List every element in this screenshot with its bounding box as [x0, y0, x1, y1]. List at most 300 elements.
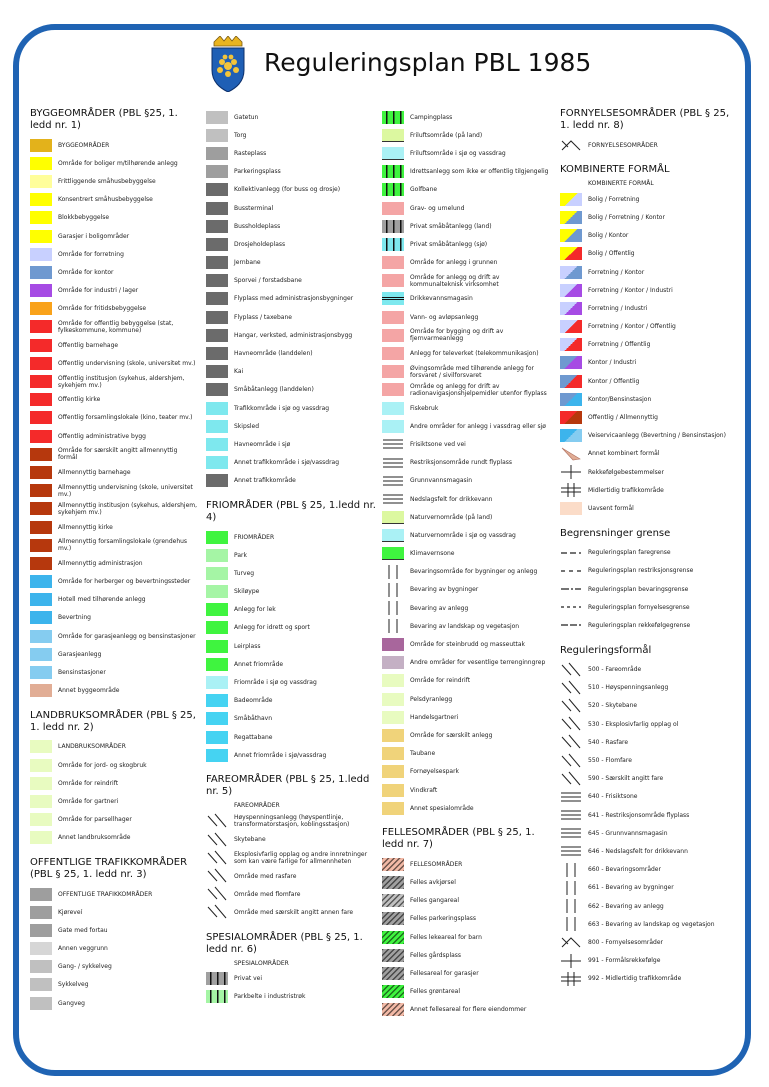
color-swatch: [382, 165, 404, 178]
legend-item-660-bevaringsomrader: [560, 861, 740, 879]
legend-item-omrade-for-industri-lager: [30, 282, 198, 300]
legend-item-annen-veggrunn: [30, 940, 198, 958]
legend-section: [30, 710, 198, 847]
legend-item-allmennyttig-administrasjon: [30, 554, 198, 572]
legend-label: 500 - Fareområde: [588, 666, 642, 674]
color-swatch: [30, 393, 52, 406]
color-swatch: [382, 967, 404, 980]
caret-symbol-icon: [560, 934, 582, 950]
diag-symbol-icon: [560, 698, 582, 714]
legend-item-662-bevaring-av-anlegg: [560, 897, 740, 915]
color-swatch: [30, 960, 52, 973]
legend-label: 641 - Restriksjonsområde flyplass: [588, 811, 690, 819]
diag-symbol-icon: [206, 904, 228, 920]
legend-label: Park: [234, 551, 247, 559]
legend-label: Offentlig / Allmennyttig: [588, 414, 658, 422]
legend-item-bussholdeplass: [206, 217, 376, 235]
legend-label: Skytebane: [234, 836, 266, 844]
hlines-symbol-icon: [560, 789, 582, 805]
legend-item-landbruksomrader: [30, 738, 198, 756]
color-swatch: [382, 329, 404, 342]
color-swatch: [206, 329, 228, 342]
color-swatch: [560, 302, 582, 315]
legend-item-leirplass: [206, 637, 376, 655]
legend-label: Felles avkjørsel: [410, 879, 456, 887]
vlines-symbol-icon: [560, 880, 582, 896]
color-swatch: [382, 802, 404, 815]
section-heading: Begrensninger grense: [560, 527, 671, 539]
legend-item-gate-med-fortau: [30, 921, 198, 939]
legend-item-jernbane: [206, 254, 376, 272]
section-heading: FELLESOMRÅDER (PBL § 25, 1. ledd nr. 7): [382, 827, 535, 851]
legend-item-645-grunnvannsmagasin: [560, 824, 740, 842]
legend-label: Kontor / Industri: [588, 359, 637, 367]
legend-label: Allmennyttig undervisning (skole, universitet mv.): [58, 483, 193, 498]
legend-label: Felles grøntareal: [410, 988, 461, 996]
legend-label: Privat vei: [234, 975, 263, 983]
section-heading: OFFENTLIGE TRAFIKKOMRÅDER (PBL § 25, 1. ledd nr. 3): [30, 856, 188, 880]
vlines-symbol-icon: [560, 916, 582, 932]
legend-item-kontor-bensinstasjon: [560, 390, 740, 408]
legend-item-omrade-for-s-rskilt-anlegg: [382, 726, 554, 744]
legend-item-offentlig-barnehage: [30, 336, 198, 354]
legend-label: Småbåtanlegg (landdelen): [234, 386, 314, 394]
legend-label: Område for kontor: [58, 268, 114, 276]
legend-item-drosjeholdeplass: [206, 235, 376, 253]
legend-label: Turveg: [234, 569, 255, 577]
color-swatch: [30, 320, 52, 333]
legend-label: Annet friområde: [234, 660, 284, 668]
legend-item-661-bevaring-av-bygninger: [560, 879, 740, 897]
color-swatch: [382, 292, 404, 305]
legend-label: Allmennyttig kirke: [58, 523, 113, 531]
legend-item-bevaring-av-landskap-og-vegetasjon: [382, 617, 554, 635]
diag-symbol-icon: [560, 753, 582, 769]
legend-item-bevaring-av-bygninger: [382, 581, 554, 599]
legend-label: Område for gartneri: [58, 797, 119, 805]
legend-item-kontor-industri: [560, 354, 740, 372]
legend-item-parkeringsplass: [206, 163, 376, 181]
color-swatch: [206, 383, 228, 396]
legend-label: 646 - Nedslagsfelt for drikkevann: [588, 847, 688, 855]
legend-item-felles-avkj-rsel: [382, 874, 554, 892]
color-swatch: [30, 924, 52, 937]
legend-item-rekkef-lgebestemmelser: [560, 463, 740, 481]
section-gap: [30, 847, 198, 857]
legend-item-gatetun: [206, 108, 376, 126]
legend-label: Taubane: [410, 750, 436, 758]
legend-label: Område for reindrift: [58, 779, 119, 787]
diag-symbol-icon: [206, 868, 228, 884]
legend-label: Anlegg for lek: [234, 606, 276, 614]
legend-label: Bolig / Kontor: [588, 232, 629, 240]
legend-item-reguleringsplan-faregrense: [560, 544, 740, 562]
legend-item-bevertning: [30, 609, 198, 627]
color-swatch: [30, 593, 52, 606]
color-swatch: [30, 557, 52, 570]
legend-label: 550 - Flomfare: [588, 757, 632, 765]
vlines-symbol-icon: [382, 618, 404, 634]
legend-label: Frittliggende småhusbebyggelse: [58, 177, 156, 185]
legend-label: Kollektivanlegg (for buss og drosje): [234, 186, 341, 194]
legend-label: Offentlig administrative bygg: [58, 432, 146, 440]
legend-label: Blokkbebyggelse: [58, 214, 110, 222]
legend-label: Annen veggrunn: [58, 945, 108, 953]
section-heading: LANDBRUKSOMRÅDER (PBL § 25, 1. ledd nr. 2): [30, 709, 196, 733]
legend-label: Leirplass: [234, 642, 261, 650]
legend-label: Gate med fortau: [58, 926, 108, 934]
legend-item-forretning-kontor-industri: [560, 281, 740, 299]
legend-item-annet-friomrade-i-sj-vassdrag: [206, 746, 376, 764]
legend-label: Område for anlegg og drift av kommunalteknisk virksomhet: [410, 273, 500, 288]
legend-label: Gatetun: [234, 113, 259, 121]
header: [208, 34, 248, 94]
legend-item-pelsdyranlegg: [382, 690, 554, 708]
legend-item-510-h-yspenningsanlegg: [560, 679, 740, 697]
legend-label: Område med særskilt angitt annen fare: [234, 908, 354, 916]
legend-label: 520 - Skytebane: [588, 702, 638, 710]
legend-label: FRIOMRÅDER: [234, 533, 275, 541]
legend-item-badeomrade: [206, 692, 376, 710]
legend-item-byggeomrader: [30, 136, 198, 154]
color-swatch: [560, 320, 582, 333]
legend-label: Trafikkområde i sjø og vassdrag: [234, 404, 330, 412]
legend-item-fellesareal-for-garasjer: [382, 964, 554, 982]
color-swatch: [560, 338, 582, 351]
legend-item-annet-spesialomrade: [382, 799, 554, 817]
legend-label: Område for offentlig bebyggelse (stat, fylkeskommune, kommune): [58, 319, 174, 334]
color-swatch: [206, 658, 228, 671]
legend-item-gangveg: [30, 994, 198, 1012]
legend-label: Klimavernsone: [410, 550, 455, 558]
color-swatch: [382, 656, 404, 669]
color-swatch: [382, 1003, 404, 1016]
wedge-symbol-icon: [560, 446, 582, 462]
dash1-symbol-icon: [560, 545, 582, 561]
legend-item-omrade-og-anlegg-for-drift-av-radionavig: [382, 381, 554, 399]
legend-label: Annet friområde i sjø/vassdrag: [234, 751, 327, 759]
color-swatch: [206, 990, 228, 1003]
legend-label: Garasjeanlegg: [58, 650, 102, 658]
legend-item-garasjeanlegg: [30, 645, 198, 663]
legend-label: 510 - Høyspenningsanlegg: [588, 684, 669, 692]
legend-item-omrade-for-anlegg-og-drift-av-kommunalte: [382, 272, 554, 290]
legend-label: Offentlig undervisning (skole, universitet mv.): [58, 359, 196, 367]
color-swatch: [382, 638, 404, 651]
color-swatch: [30, 193, 52, 206]
color-swatch: [30, 539, 52, 552]
color-swatch: [206, 111, 228, 124]
color-swatch: [382, 949, 404, 962]
legend-label: Grav- og urnelund: [410, 204, 465, 212]
color-swatch: [30, 466, 52, 479]
color-swatch: [206, 731, 228, 744]
legend-item-frisiktsone-ved-vei: [382, 435, 554, 453]
coat-of-arms-icon: [208, 36, 248, 92]
legend-label: Annet landbruksområde: [58, 834, 131, 842]
color-swatch: [30, 521, 52, 534]
color-swatch: [30, 630, 52, 643]
legend-item-bolig-forretning-kontor: [560, 208, 740, 226]
color-swatch: [382, 147, 404, 160]
color-swatch: [382, 912, 404, 925]
legend-item-omrade-for-reindrift: [382, 672, 554, 690]
legend-item-privat-vei: [206, 970, 376, 988]
legend-section: [206, 108, 376, 490]
legend-item-h-yspenningsanlegg-h-yspentlinje-transfo: [206, 812, 376, 830]
section-gap: [382, 817, 554, 827]
cross-symbol-icon: [560, 953, 582, 969]
legend-item-andre-omrader-for-anlegg-i-vassdrag-elle: [382, 417, 554, 435]
legend-item-annet-trafikkomrade: [206, 472, 376, 490]
color-swatch: [30, 575, 52, 588]
legend-section: [30, 857, 198, 1012]
legend-label: Offentlig forsamlingslokale (kino, teater mv.): [58, 414, 193, 422]
legend-item-590-s-rskilt-angitt-fare: [560, 770, 740, 788]
color-swatch: [30, 759, 52, 772]
legend-label: Bolig / Forretning / Kontor: [588, 213, 665, 221]
legend-label: Rasteplass: [234, 149, 267, 157]
legend-label: Sykkelveg: [58, 981, 89, 989]
legend-section: [206, 500, 376, 764]
legend-label: Annet kombinert formål: [588, 450, 660, 458]
color-swatch: [30, 795, 52, 808]
legend-item-omrade-for-forretning: [30, 245, 198, 263]
legend-label: Allmennyttig administrasjon: [58, 559, 143, 567]
color-swatch: [382, 784, 404, 797]
legend-label: Bevaring av landskap og vegetasjon: [410, 622, 520, 630]
legend-label: Skipsled: [234, 422, 260, 430]
dash4-symbol-icon: [560, 599, 582, 615]
dash3-symbol-icon: [560, 581, 582, 597]
legend-label: Andre områder for vesentlige terrenginngrep: [410, 659, 546, 667]
color-swatch: [30, 266, 52, 279]
legend-label: Område for jord- og skogbruk: [58, 761, 147, 769]
legend-item-omrade-med-flomfare: [206, 885, 376, 903]
legend-item-skipsled: [206, 417, 376, 435]
legend-item-bussterminal: [206, 199, 376, 217]
legend-label: Reguleringsplan rekkefølgegrense: [588, 621, 691, 629]
legend-label: Fellesareal for garasjer: [410, 970, 479, 978]
legend-section: [382, 827, 554, 1019]
vlines-symbol-icon: [560, 862, 582, 878]
legend-label: Felles gårdsplass: [410, 951, 462, 959]
section-gap: [206, 490, 376, 500]
legend-item-fellesomrader: [382, 855, 554, 873]
legend-item-allmennyttig-forsamlingslokale-grendehus: [30, 536, 198, 554]
legend-item-800-fornyelsesomrader: [560, 933, 740, 951]
section-gap: [30, 700, 198, 710]
legend-item-uavsent-formal: [560, 499, 740, 517]
legend-item-taubane: [382, 745, 554, 763]
legend-label: Fornøyelsespark: [410, 768, 460, 776]
hlines-symbol-icon: [382, 455, 404, 471]
section-gap: [206, 922, 376, 932]
legend-item-annet-kombinert-formal: [560, 445, 740, 463]
legend-item-sykkelveg: [30, 976, 198, 994]
legend-item-vindkraft: [382, 781, 554, 799]
section-gap: [560, 518, 740, 528]
legend-label: Kontor/Bensinstasjon: [588, 395, 652, 403]
color-swatch: [206, 365, 228, 378]
color-swatch: [206, 621, 228, 634]
legend-label: OFFENTLIGE TRAFIKKOMRÅDER: [58, 890, 153, 898]
legend-label: Område for garasjeanlegg og bensinstasjoner: [58, 632, 196, 640]
legend-label: Naturvernområde (på land): [410, 513, 493, 521]
legend-item-991-formalsrekkef-lge: [560, 952, 740, 970]
color-swatch: [206, 749, 228, 762]
color-swatch: [30, 284, 52, 297]
diag-symbol-icon: [206, 813, 228, 829]
color-swatch: [382, 765, 404, 778]
color-swatch: [560, 211, 582, 224]
legend-item-520-skytebane: [560, 697, 740, 715]
legend-label: Reguleringsplan faregrense: [588, 549, 671, 557]
legend-item-parkbelte-i-industristr-k: [206, 988, 376, 1006]
legend-label: Område for anlegg i grunnen: [410, 259, 498, 267]
legend-item-vingsomrade-med-tilh-rende-anlegg-for-fo: [382, 363, 554, 381]
color-swatch: [30, 357, 52, 370]
legend-label: Område for særskilt angitt allmennyttig formål: [58, 447, 178, 462]
color-swatch: [382, 876, 404, 889]
legend-label: Bolig / Offentlig: [588, 250, 635, 258]
section-gap: [560, 154, 740, 164]
color-swatch: [382, 183, 404, 196]
legend-label: Område for forretning: [58, 250, 124, 258]
diag-symbol-icon: [560, 680, 582, 696]
color-swatch: [560, 429, 582, 442]
color-swatch: [206, 129, 228, 142]
legend-item-omrade-for-parsellhager: [30, 811, 198, 829]
legend-item-idrettsanlegg-som-ikke-er-offentlig-tilg: [382, 163, 554, 181]
color-swatch: [560, 284, 582, 297]
legend-label: Midlertidig trafikkområde: [588, 486, 664, 494]
legend-label: Offentlig institusjon (sykehus, aldershjem, sykehjem mv.): [58, 374, 185, 389]
legend-label: Forretning / Kontor / Offentlig: [588, 323, 676, 331]
legend-label: Torg: [234, 131, 247, 139]
legend-label: Naturvernområde i sjø og vassdrag: [410, 531, 516, 539]
diag-symbol-icon: [206, 832, 228, 848]
legend-item-forn-yelsespark: [382, 763, 554, 781]
legend-item-friomrader: [206, 528, 376, 546]
legend-item-kontor-offentlig: [560, 372, 740, 390]
legend-label: Område for særskilt anlegg: [410, 731, 493, 739]
color-swatch: [382, 402, 404, 415]
color-swatch: [382, 274, 404, 287]
legend-label: Anlegg for televerket (telekommunikasjon): [410, 350, 539, 358]
color-swatch: [30, 942, 52, 955]
color-swatch: [206, 640, 228, 653]
legend-label: Idrettsanlegg som ikke er offentlig tilgjengelig: [410, 168, 549, 176]
legend-label: Drikkevannsmagasin: [410, 295, 473, 303]
legend-label: Golfbane: [410, 186, 438, 194]
legend-item-annet-landbruksomrade: [30, 829, 198, 847]
legend-item-omrade-for-offentlig-bebyggelse-stat-fyl: [30, 318, 198, 336]
vlines-symbol-icon: [382, 564, 404, 580]
dash2-symbol-icon: [560, 563, 582, 579]
legend-item-992-midlertidig-trafikkomrade: [560, 970, 740, 988]
legend-label: Anlegg for idrett og sport: [234, 624, 310, 632]
diag-symbol-icon: [560, 716, 582, 732]
legend-column-3: [382, 108, 554, 1019]
legend-item-omrade-for-steinbrudd-og-masseuttak: [382, 635, 554, 653]
legend-item-felles-gangareal: [382, 892, 554, 910]
color-swatch: [206, 531, 228, 544]
legend-label: Friluftsområde (på land): [410, 131, 483, 139]
legend-section: [560, 528, 740, 635]
color-swatch: [206, 456, 228, 469]
legend-label: Privat småbåtanlegg (sjø): [410, 240, 488, 248]
legend-item-klimavernsone: [382, 545, 554, 563]
legend-label: Restriksjonsområde rundt flyplass: [410, 459, 513, 467]
legend-label: Område for industri / lager: [58, 287, 139, 295]
legend-label: 662 - Bevaring av anlegg: [588, 902, 664, 910]
cross-symbol-icon: [560, 464, 582, 480]
color-swatch: [382, 674, 404, 687]
legend-item-bevaringsomrade-for-bygninger-og-anlegg: [382, 563, 554, 581]
diag-symbol-icon: [206, 850, 228, 866]
legend-label: Sporvei / forstadsbane: [234, 277, 302, 285]
legend-item-omrade-for-jord-og-skogbruk: [30, 756, 198, 774]
legend-label: 640 - Frisiktsone: [588, 793, 638, 801]
legend-item-handelsgartneri: [382, 708, 554, 726]
legend-label: Allmennyttig barnehage: [58, 468, 131, 476]
legend-item-anlegg-for-lek: [206, 601, 376, 619]
section-subheading: FAREOMRÅDER: [234, 802, 280, 810]
legend-label: 645 - Grunnvannsmagasin: [588, 829, 668, 837]
legend-label: Garasjer i boligområder: [58, 232, 130, 240]
legend-label: Småbåthavn: [234, 715, 273, 723]
legend-item-663-bevaring-av-landskap-og-vegetasjon: [560, 915, 740, 933]
legend-label: 590 - Særskilt angitt fare: [588, 775, 664, 783]
legend-item-641-restriksjonsomrade-flyplass: [560, 806, 740, 824]
legend-item-offentlig-allmennyttig: [560, 408, 740, 426]
legend-label: Vindkraft: [410, 786, 438, 794]
legend-item-fiskebruk: [382, 399, 554, 417]
legend-item-bolig-kontor: [560, 227, 740, 245]
legend-item-fornyelsesomrader: [560, 136, 740, 154]
legend-label: Flyplass / taxebane: [234, 313, 292, 321]
legend-item-bensinstasjoner: [30, 663, 198, 681]
legend-item-privat-smabatanlegg-land: [382, 217, 554, 235]
legend-item-trafikkomrade-i-sj-og-vassdrag: [206, 399, 376, 417]
legend-section: [560, 164, 740, 517]
legend-label: Grunnvannsmagasin: [410, 477, 473, 485]
color-swatch: [382, 711, 404, 724]
legend-item-felles-gardsplass: [382, 946, 554, 964]
legend-item-annet-byggeomrade: [30, 682, 198, 700]
color-swatch: [206, 676, 228, 689]
color-swatch: [30, 448, 52, 461]
legend-label: FORNYELSESOMRÅDER: [588, 141, 658, 149]
legend-item-drikkevannsmagasin: [382, 290, 554, 308]
legend-label: Offentlig kirke: [58, 396, 101, 404]
legend-item-friluftsomrade-pa-land: [382, 126, 554, 144]
legend-label: Friluftsområde i sjø og vassdrag: [410, 149, 506, 157]
legend-label: 540 - Rasfare: [588, 738, 629, 746]
legend-item-offentlig-institusjon-sykehus-aldershjem: [30, 372, 198, 390]
legend-label: 663 - Bevaring av landskap og vegetasjon: [588, 920, 715, 928]
legend-item-bevaring-av-anlegg: [382, 599, 554, 617]
grid-symbol-icon: [560, 971, 582, 987]
color-swatch: [382, 693, 404, 706]
legend-item-smabathavn: [206, 710, 376, 728]
color-swatch: [206, 712, 228, 725]
legend-item-omrade-med-rasfare: [206, 867, 376, 885]
color-swatch: [206, 183, 228, 196]
legend-item-flyplass-med-administrasjonsbygninger: [206, 290, 376, 308]
legend-item-grunnvannsmagasin: [382, 472, 554, 490]
